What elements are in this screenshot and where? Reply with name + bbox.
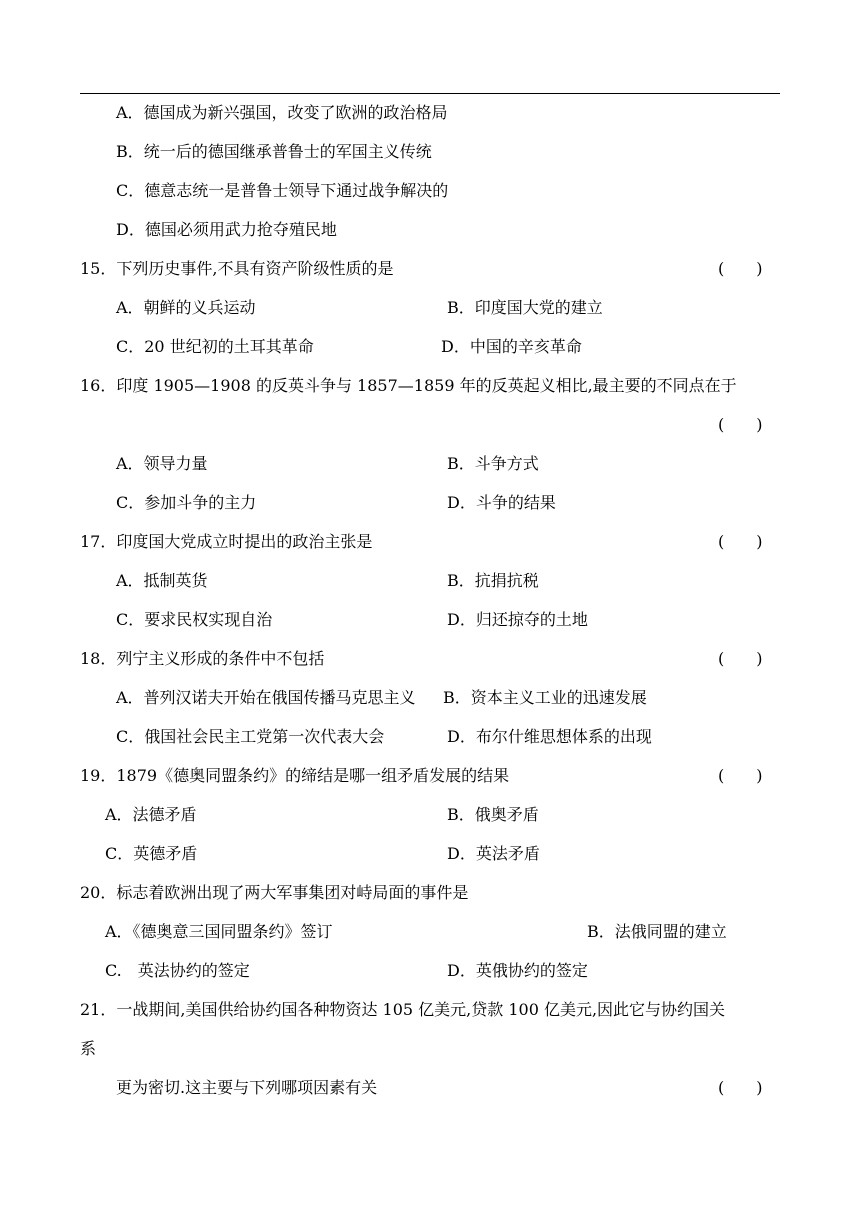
q19-stem: 19．1879《德奥同盟条约》的缔结是哪一组矛盾发展的结果 xyxy=(80,766,510,785)
q18-option-b[interactable]: B．资本主义工业的迅速发展 xyxy=(443,688,647,707)
q19-option-c[interactable]: C．英德矛盾 xyxy=(105,844,198,863)
q16-option-a[interactable]: A．领导力量 xyxy=(116,454,208,473)
q17-stem: 17．印度国大党成立时提出的政治主张是 xyxy=(80,532,373,551)
q16-answer-blank[interactable]: ( ) xyxy=(718,415,763,434)
q15-option-a[interactable]: A．朝鲜的义兵运动 xyxy=(116,298,256,317)
q16-option-b[interactable]: B．斗争方式 xyxy=(447,454,539,473)
q20-option-b[interactable]: B．法俄同盟的建立 xyxy=(587,922,727,941)
q14-option-b[interactable]: B．统一后的德国继承普鲁士的军国主义传统 xyxy=(116,142,432,161)
q16-option-c[interactable]: C．参加斗争的主力 xyxy=(116,493,257,512)
q17-answer-blank[interactable]: ( ) xyxy=(718,532,763,551)
q18-stem: 18．列宁主义形成的条件中不包括 xyxy=(80,649,325,668)
q17-option-c[interactable]: C．要求民权实现自治 xyxy=(116,610,273,629)
q20-stem: 20．标志着欧洲出现了两大军事集团对峙局面的事件是 xyxy=(80,883,469,902)
q20-option-a[interactable]: A．《德奥意三国同盟条约》签订 xyxy=(105,922,333,941)
q19-option-b[interactable]: B．俄奥矛盾 xyxy=(447,805,539,824)
q14-option-d[interactable]: D．德国必须用武力抢夺殖民地 xyxy=(116,220,337,239)
q21-stem-line3: 更为密切.这主要与下列哪项因素有关 xyxy=(116,1078,378,1097)
q20-option-c[interactable]: C. 英法协约的签定 xyxy=(105,961,250,980)
q21-stem-line1: 21．一战期间,美国供给协约国各种物资达 105 亿美元,贷款 100 亿美元,因此它与协约国关 xyxy=(80,1000,726,1019)
q16-option-d[interactable]: D．斗争的结果 xyxy=(447,493,556,512)
q20-option-d[interactable]: D．英俄协约的签定 xyxy=(447,961,588,980)
q18-option-c[interactable]: C．俄国社会民主工党第一次代表大会 xyxy=(116,727,385,746)
q18-option-d[interactable]: D．布尔什维思想体系的出现 xyxy=(447,727,652,746)
q14-option-c[interactable]: C．德意志统一是普鲁士领导下通过战争解决的 xyxy=(116,181,449,200)
q17-option-d[interactable]: D．归还掠夺的土地 xyxy=(447,610,588,629)
q19-option-d[interactable]: D．英法矛盾 xyxy=(447,844,540,863)
q18-option-a[interactable]: A．普列汉诺夫开始在俄国传播马克思主义 xyxy=(116,688,416,707)
q18-answer-blank[interactable]: ( ) xyxy=(718,649,763,668)
q14-option-a[interactable]: A．德国成为新兴强国，改变了欧洲的政治格局 xyxy=(116,103,448,122)
q19-answer-blank[interactable]: ( ) xyxy=(718,766,763,785)
q21-stem-line2: 系 xyxy=(80,1039,97,1058)
q15-option-b[interactable]: B．印度国大党的建立 xyxy=(447,298,603,317)
q21-answer-blank[interactable]: ( ) xyxy=(718,1078,763,1097)
q17-option-b[interactable]: B．抗捐抗税 xyxy=(447,571,539,590)
q19-option-a[interactable]: A．法德矛盾 xyxy=(105,805,197,824)
q15-answer-blank[interactable]: ( ) xyxy=(718,259,763,278)
q16-stem: 16．印度 1905—1908 的反英斗争与 1857—1859 年的反英起义相比,最主要的不同点在于 xyxy=(80,376,737,395)
header-rule xyxy=(80,93,780,94)
q15-option-d[interactable]: D．中国的辛亥革命 xyxy=(441,337,582,356)
q15-stem: 15．下列历史事件,不具有资产阶级性质的是 xyxy=(80,259,394,278)
q17-option-a[interactable]: A．抵制英货 xyxy=(116,571,208,590)
q15-option-c[interactable]: C．20 世纪初的土耳其革命 xyxy=(116,337,314,356)
